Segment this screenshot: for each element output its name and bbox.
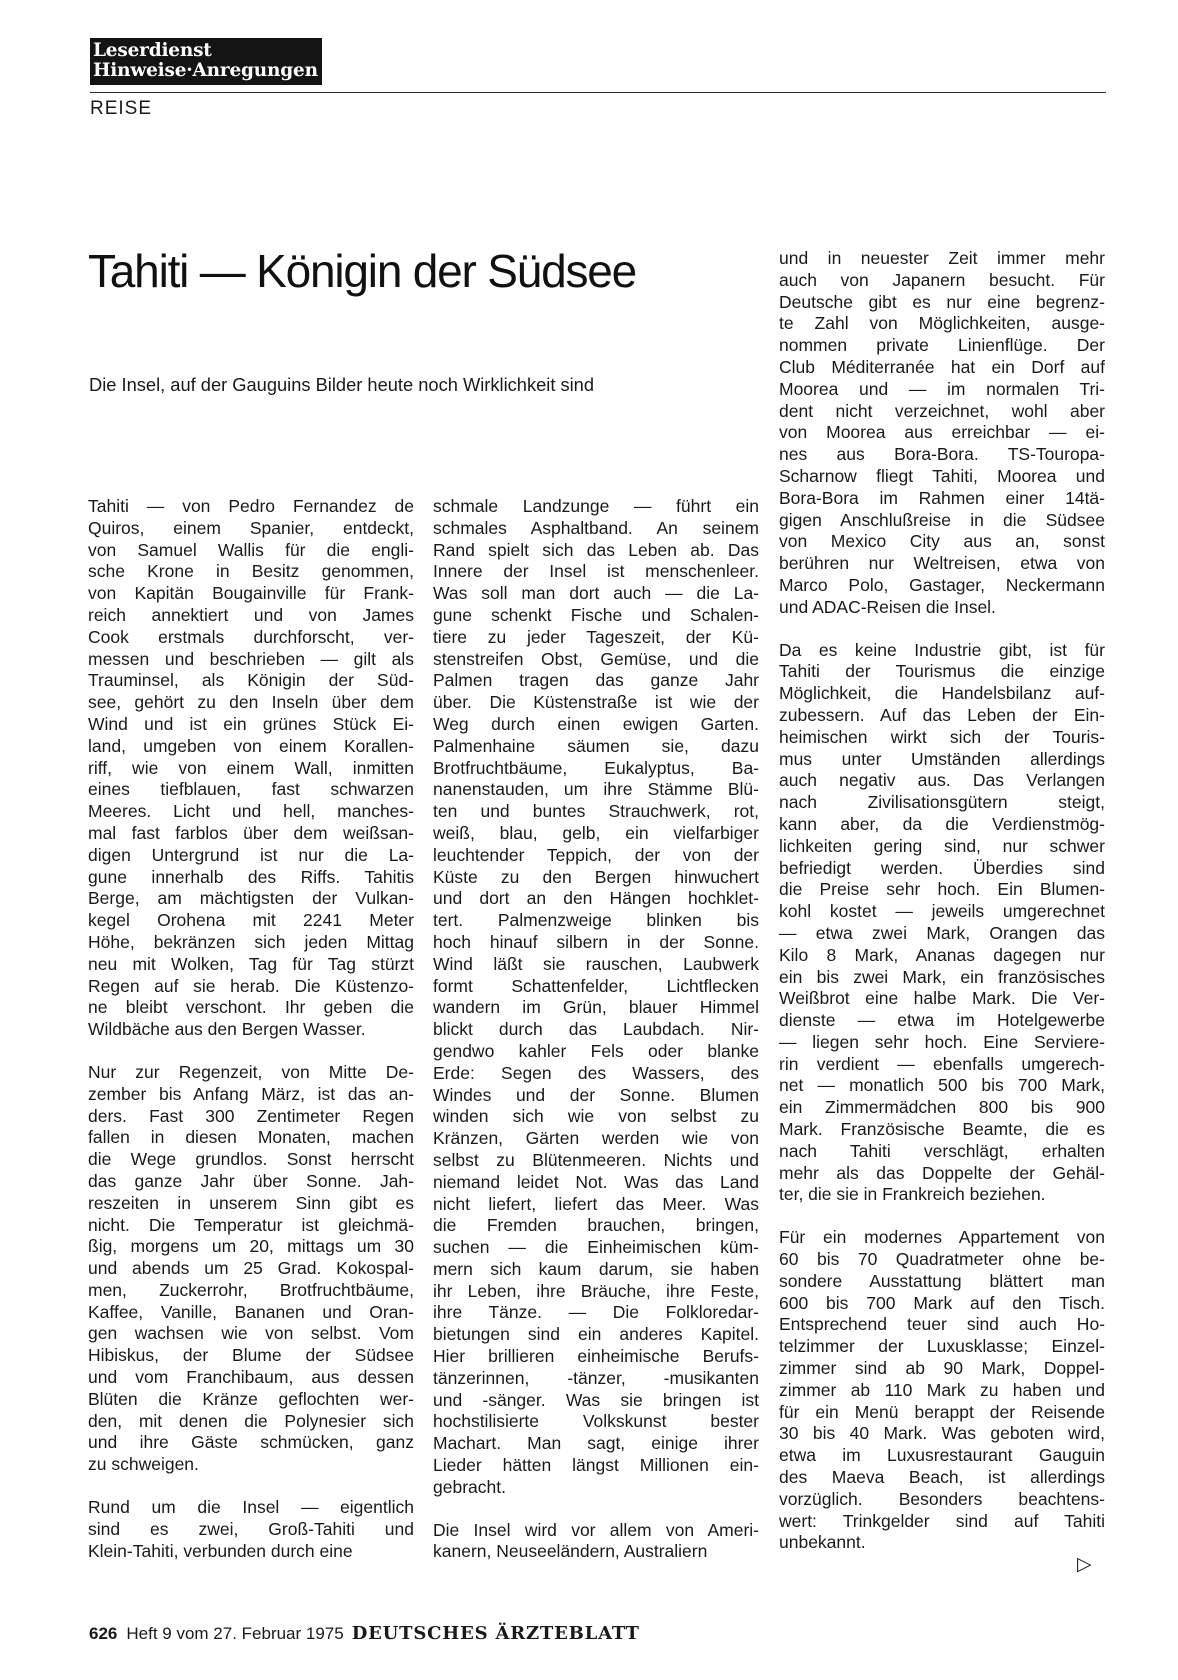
text-line: hoch hinauf silbern in der Sonne. [433,931,759,952]
text-line: ihre Tänze. — Die Folkloredar- [433,1302,759,1323]
article-subtitle: Die Insel, auf der Gauguins Bilder heute noch Wirklichkeit sind [89,374,595,395]
text-line: Moorea und — im normalen Tri- [779,378,1105,399]
text-line: Weg durch einen ewigen Garten. [433,713,759,734]
text-line: Nur zur Regenzeit, von Mitte De- [88,1061,414,1082]
text-line: schmale Landzunge — führt ein [433,496,759,516]
text-line: gen wachsen wie von selbst. Vom [88,1323,414,1344]
text-line: Kilo 8 Mark, Ananas dagegen nur [779,944,1105,965]
paragraph [433,1520,759,1564]
text-line: telzimmer der Luxusklasse; Einzel- [779,1336,1105,1357]
text-line: mern sich kaum darum, sie haben [433,1258,759,1279]
text-line: und vom Franchibaum, aus dessen [88,1367,414,1388]
text-line: Marco Polo, Gastager, Neckermann [779,574,1105,595]
text-line: see, gehört zu den Inseln über dem [88,692,414,713]
text-line: te Zahl von Möglichkeiten, ausge- [779,313,1105,334]
text-line: und in neuester Zeit immer mehr [779,248,1105,268]
text-line: Regen auf sie herab. Die Küstenzo- [88,975,414,996]
text-line: tert. Palmenzweige blinken bis [433,910,759,931]
text-line: schmales Asphaltband. An seinem [433,517,759,538]
text-line: nanenstauden, um ihre Stämme Blü- [433,779,759,800]
text-line: Windes und der Sonne. Blumen [433,1084,759,1105]
text-column-3 [779,248,1105,1554]
text-line: die Fremden brauchen, bringen, [433,1215,759,1236]
text-line: reszeiten in unserem Sinn gibt es [88,1192,414,1213]
text-line: Da es keine Industrie gibt, ist für [779,639,1105,660]
text-line: Für ein modernes Appartement von [779,1227,1105,1248]
text-line: ßig, morgens um 20, mittags um 30 [88,1236,414,1257]
text-line: unbekannt. [779,1532,866,1553]
paragraph [88,1062,414,1476]
text-line: kohl kostet — jeweils umgerechnet [779,901,1105,922]
text-line: Küste zu den Bergen hinwuchert [433,866,759,887]
text-line: Erde: Segen des Wassers, des [433,1062,759,1083]
text-line: suchen — die Einheimischen küm- [433,1237,759,1258]
text-line: Hibiskus, der Blume der Südsee [88,1345,414,1366]
paragraph [779,248,1105,619]
text-line: fallen in diesen Monaten, machen [88,1127,414,1148]
text-line: ein Zimmermädchen 800 bis 900 [779,1097,1105,1118]
text-line: ter, die sie in Frankreich beziehen. [779,1184,1046,1205]
text-line: lichkeiten gering sind, nur schwer [779,835,1105,856]
text-line: Machart. Man sagt, einige ihrer [433,1433,759,1454]
text-line: und -sänger. Was sie bringen ist [433,1389,759,1410]
header-rule [90,92,1106,93]
text-line: reich annektiert und von James [88,604,414,625]
text-line: Quiros, einem Spanier, entdeckt, [88,517,414,538]
text-line: Deutsche gibt es nur eine begrenz- [779,291,1105,312]
text-line: von Kapitän Bougainville für Frank- [88,583,414,604]
text-line: gigen Anschlußreise in die Südsee [779,509,1105,530]
text-line: Mark. Französische Beamte, die es [779,1119,1105,1140]
text-line: nach Zivilisationsgütern steigt, [779,792,1105,813]
text-line: und abends um 25 Grad. Kokospal- [88,1258,414,1279]
issue-info: Heft 9 vom 27. Februar 1975 [126,1624,344,1643]
text-line: tiere zu jeder Tageszeit, der Kü- [433,626,759,647]
text-line: tänzerinnen, -tänzer, -musikanten [433,1367,759,1388]
text-line: wert: Trinkgelder sind auf Tahiti [779,1510,1105,1531]
text-line: Wind und ist ein grünes Stück Ei- [88,713,414,734]
text-line: gebracht. [433,1476,506,1497]
text-line: kann aber, da die Verdienstmög- [779,813,1105,834]
text-line: sondere Ausstattung blättert man [779,1270,1105,1291]
text-line: Möglichkeit, die Handelsbilanz auf- [779,683,1105,704]
leserdienst-badge [90,38,322,85]
text-line: das ganze Jahr über Sonne. Jah- [88,1170,414,1191]
text-line: für ein Menü berappt der Reisende [779,1401,1105,1422]
text-line: Palmenhaine säumen sie, dazu [433,735,759,756]
text-line: hochstilisierte Volkskunst bester [433,1411,759,1432]
text-line: gune innerhalb des Riffs. Tahitis [88,866,414,887]
text-line: nach Tahiti verschlägt, erhalten [779,1140,1105,1161]
text-line: eines tiefblauen, fast schwarzen [88,779,414,800]
text-line: ein bis zwei Mark, ein französisches [779,966,1105,987]
text-line: ten und buntes Strauchwerk, rot, [433,801,759,822]
text-line: und dort an den Hängen hochklet- [433,888,759,909]
text-line: des Maeva Beach, ist allerdings [779,1467,1105,1488]
text-column-1 [88,496,414,1562]
text-line: ihr Leben, ihre Bräuche, ihre Feste, [433,1280,759,1301]
text-line: die Preise sehr hoch. Ein Blumen- [779,879,1105,900]
text-line: und ADAC-Reisen die Insel. [779,596,996,617]
text-line: weiß, blau, gelb, ein vielfarbiger [433,822,759,843]
text-line: Wind läßt sie rauschen, Laubwerk [433,953,759,974]
text-line: etwa im Luxusrestaurant Gauguin [779,1445,1105,1466]
text-line: Wildbäche aus den Bergen Wasser. [88,1019,366,1040]
text-line: selbst zu Blütenmeeren. Nichts und [433,1149,759,1170]
text-line: 600 bis 700 Mark auf den Tisch. [779,1292,1105,1313]
text-line: befriedigt werden. Überdies sind [779,857,1105,878]
text-line: den, mit denen die Polynesier sich [88,1410,414,1431]
text-line: riff, wie von einem Wall, inmitten [88,757,414,778]
journal-name: DEUTSCHES ÄRZTEBLATT [351,1623,640,1644]
badge-line-1: Leserdienst [93,40,212,61]
text-line: Palmen tragen das ganze Jahr [433,670,759,691]
text-line: sind es zwei, Groß-Tahiti und [88,1518,414,1539]
text-line: nommen private Linienflüge. Der [779,335,1105,356]
text-line: Tahiti der Tourismus die einzige [779,661,1105,682]
text-line: Meeres. Licht und hell, manches- [88,801,414,822]
text-line: nes aus Bora-Bora. TS-Touropa- [779,444,1105,465]
text-line: wandern im Grün, blauer Himmel [433,997,759,1018]
text-line: formt Schattenfelder, Lichtflecken [433,975,759,996]
text-line: zu schweigen. [88,1454,199,1475]
text-line: Rund um die Insel — eigentlich [88,1497,414,1518]
text-line: auch von Japanern besucht. Für [779,269,1105,290]
page-number: 626 [89,1624,118,1643]
text-line: leuchtender Teppich, der von der [433,844,759,865]
text-line: neu mit Wolken, Tag für Tag stürzt [88,953,414,974]
text-line: zubessern. Auf das Leben der Ein- [779,704,1105,725]
text-line: Trauminsel, als Königin der Süd- [88,670,414,691]
text-line: Hier brillieren einheimische Berufs- [433,1346,759,1367]
text-line: von Moorea aus erreichbar — ei- [779,422,1105,443]
paragraph [779,1227,1105,1554]
text-line: Brotfruchtbäume, Eukalyptus, Ba- [433,757,759,778]
paragraph [779,640,1105,1207]
text-line: Entsprechend teuer sind auch Ho- [779,1314,1105,1335]
text-line: messen und beschrieben — gilt als [88,648,414,669]
text-line: Blüten die Kränze geflochten wer- [88,1388,414,1409]
paragraph [88,496,414,1041]
text-column-2 [433,496,759,1563]
text-line: zimmer ab 110 Mark zu haben und [779,1379,1105,1400]
text-line: Scharnow fliegt Tahiti, Moorea und [779,465,1105,486]
text-line: stenstreifen Obst, Gemüse, und die [433,648,759,669]
text-line: nicht liefert, liefert das Meer. Was [433,1193,759,1214]
text-line: — liegen sehr hoch. Eine Serviere- [779,1031,1105,1052]
text-line: rin verdient — ebenfalls umgerech- [779,1053,1105,1074]
text-line: nicht. Die Temperatur ist gleichmä- [88,1214,414,1235]
text-line: mehr als das Doppelte der Gehäl- [779,1162,1105,1183]
text-line: Klein-Tahiti, verbunden durch eine [88,1540,353,1561]
text-line: niemand leidet Not. Was das Land [433,1171,759,1192]
text-line: zember bis Anfang März, ist das an- [88,1083,414,1104]
text-line: Tahiti — von Pedro Fernandez de [88,496,414,516]
text-line: mal fast farblos über dem weißsan- [88,822,414,843]
text-line: und ihre Gäste schmücken, ganz [88,1432,414,1453]
text-line: net — monatlich 500 bis 700 Mark, [779,1075,1105,1096]
paragraph [88,1497,414,1562]
text-line: gendwo kahler Fels oder blanke [433,1040,759,1061]
text-line: bietungen sind ein anderes Kapitel. [433,1324,759,1345]
continue-arrow-icon: ▷ [1077,1554,1092,1575]
text-line: von Samuel Wallis für die engli- [88,539,414,560]
text-line: ne bleibt verschont. Ihr geben die [88,997,414,1018]
text-line: sche Krone in Besitz genommen, [88,561,414,582]
text-line: über. Die Küstenstraße ist wie der [433,692,759,713]
text-line: berühren nur Weltreisen, etwa von [779,553,1105,574]
text-line: kegel Orohena mit 2241 Meter [88,910,414,931]
text-line: land, umgeben von einem Korallen- [88,735,414,756]
paragraph [433,496,759,1499]
text-line: dent nicht verzeichnet, wohl aber [779,400,1105,421]
text-line: 30 bis 40 Mark. Was geboten wird, [779,1423,1105,1444]
page-footer [89,1623,640,1644]
text-line: die Wege grundlos. Sonst herrscht [88,1149,414,1170]
text-line: mus unter Umständen allerdings [779,748,1105,769]
text-line: Club Méditerranée hat ein Dorf auf [779,356,1105,377]
text-line: heimischen wirkt sich der Touris- [779,726,1105,747]
text-line: Cook erstmals durchforscht, ver- [88,626,414,647]
text-line: vorzüglich. Besonders beachtens- [779,1488,1105,1509]
text-line: Was soll man dort auch — die La- [433,583,759,604]
text-line: Rand spielt sich das Leben ab. Das [433,539,759,560]
text-line: Kaffee, Vanille, Bananen und Oran- [88,1301,414,1322]
text-line: Innere der Insel ist menschenleer. [433,561,759,582]
text-line: kanern, Neuseeländern, Australiern [433,1541,708,1562]
article-title: Tahiti — Königin der Südsee [88,245,637,297]
text-line: von Mexico City aus an, sonst [779,531,1105,552]
text-line: winden sich wie von selbst zu [433,1106,759,1127]
text-line: men, Zuckerrohr, Brotfruchtbäume, [88,1279,414,1300]
text-line: 60 bis 70 Quadratmeter ohne be- [779,1249,1105,1270]
text-line: Weißbrot eine halbe Mark. Die Ver- [779,988,1105,1009]
text-line: — etwa zwei Mark, Orangen das [779,922,1105,943]
text-line: Kränzen, Gärten werden wie von [433,1128,759,1149]
text-line: Berge, am mächtigsten der Vulkan- [88,888,414,909]
badge-line-2: Hinweise·Anregungen [93,60,318,81]
text-line: Bora-Bora im Rahmen einer 14tä- [779,487,1105,508]
text-line: zimmer sind ab 90 Mark, Doppel- [779,1358,1105,1379]
section-label: REISE [90,98,153,119]
text-line: digen Untergrund ist nur die La- [88,844,414,865]
text-line: Lieder hätten längst Millionen ein- [433,1455,759,1476]
text-line: Die Insel wird vor allem von Ameri- [433,1519,759,1540]
text-line: Höhe, bekränzen sich jeden Mittag [88,931,414,952]
text-line: blickt durch das Laubdach. Nir- [433,1019,759,1040]
text-line: auch negativ aus. Das Verlangen [779,770,1105,791]
text-line: gune schenkt Fische und Schalen- [433,604,759,625]
text-line: dienste — etwa im Hotelgewerbe [779,1010,1105,1031]
text-line: ders. Fast 300 Zentimeter Regen [88,1105,414,1126]
